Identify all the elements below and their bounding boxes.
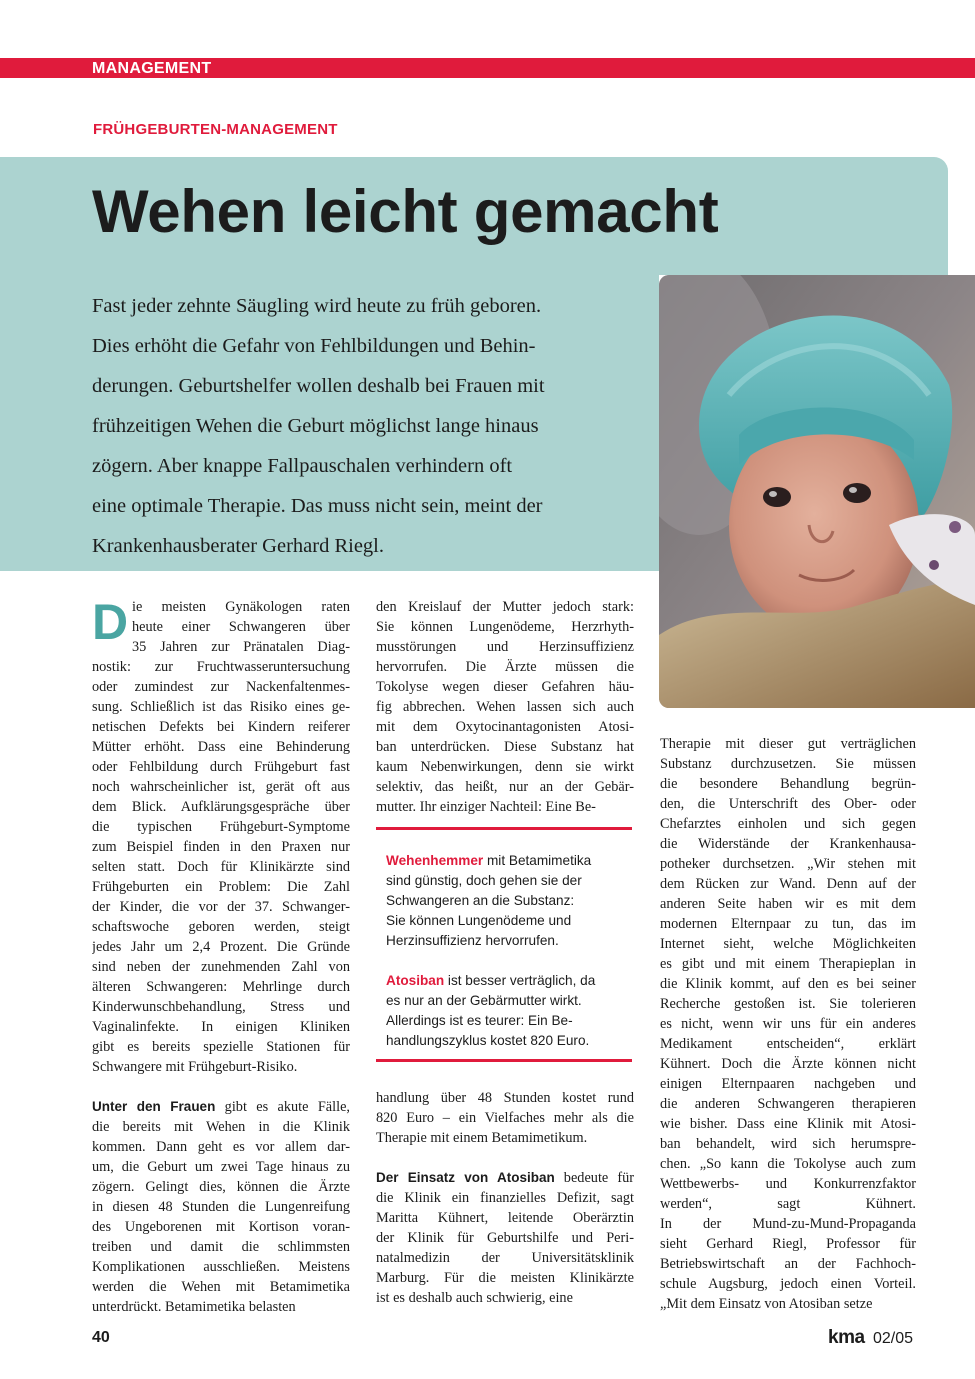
page-number: 40 — [92, 1329, 110, 1346]
body-line: sung. Schließlich ist das Risiko eines ge- — [92, 699, 350, 715]
infobox-top-rule — [376, 827, 632, 830]
infobox-highlight: Wehenhemmer — [386, 853, 484, 868]
body-line: chen. „So kann die Tokolyse auch zum — [660, 1156, 916, 1172]
body-line: schaftswoche geboren werden, steigt — [92, 919, 350, 935]
article-column-1 — [92, 594, 350, 1317]
body-line: handlung über 48 Stunden kostet rund — [376, 1090, 634, 1106]
body-line: noch wahrscheinlicher ist, gerät oft aus — [92, 779, 350, 795]
body-line: sind neben der zunehmenden Zahl von — [92, 959, 350, 975]
body-line: dem Blick. Aufklärungsgespräche über — [92, 799, 350, 815]
body-line: Substanz durchzusetzen. Sie müssen — [660, 756, 916, 772]
body-line: ban unterdrücken. Diese Substanz hat — [376, 739, 634, 755]
body-line: der Kinder, die vor der 37. Schwanger- — [92, 899, 350, 915]
body-line: modernen Elternpaar zu tun, das im — [660, 916, 916, 932]
body-line: kaum Nebenwirkungen, denn sie wirkt — [376, 759, 634, 775]
body-text: bedeute für — [554, 1170, 634, 1186]
issue-number: 02/05 — [873, 1330, 914, 1347]
infobox-line — [386, 851, 626, 871]
body-line: „Mit dem Einsatz von Atosiban setze — [660, 1296, 873, 1312]
body-line: mutter. Ihr einziger Nachteil: Eine Be- — [376, 799, 596, 815]
body-line: hervorrufen. Die Ärzte müssen die — [376, 659, 634, 675]
infobox-line: Herzinsuffizienz hervorrufen. — [386, 933, 559, 948]
infobox-gap — [386, 951, 626, 971]
body-line: treiben und damit die schlimmsten — [92, 1239, 350, 1255]
body-line: Frühgeburten ein Problem: Die Zahl — [92, 879, 350, 895]
lead-line: frühzeitigen Wehen die Geburt möglichst lange hinaus — [92, 415, 539, 437]
body-line: Kühnert. Doch die Ärzte können nicht — [660, 1056, 916, 1072]
infobox-text: mit Betamimetika — [483, 853, 592, 868]
lead-line: Fast jeder zehnte Säugling wird heute zu früh geboren. — [92, 295, 542, 317]
body-line: Internet sieht, welche Möglichkeiten — [660, 936, 916, 952]
lead-line: eine optimale Therapie. Das muss nicht sein, meint der — [92, 495, 543, 517]
body-line: in diesen 48 Stunden die Lungenreifung — [92, 1199, 350, 1215]
body-line: ist es deshalb auch schwierig, eine — [376, 1290, 573, 1306]
body-line: des Ungeborenen mit Kortison voran- — [92, 1219, 350, 1235]
body-line: die Widerstände der Krankenhausa- — [660, 836, 916, 852]
body-line: es gibt und mit einem Therapieplan in — [660, 956, 916, 972]
body-line: es nicht, wenn wir uns für ein anderes — [660, 1016, 916, 1032]
body-line: oder zumindest zur Nackenfaltenmes- — [92, 679, 350, 695]
infobox-line: Sie können Lungenödeme und — [386, 913, 572, 928]
subhead-line — [376, 1168, 634, 1188]
body-line: älteren Schwangeren: Mehrlinge durch — [92, 979, 350, 995]
body-line: Maritta Kühnert, leitende Oberärztin — [376, 1210, 634, 1226]
body-line: werden die Wehen mit Betamimetika — [92, 1279, 350, 1295]
body-line: die Klinik kommt, auf den es bei seiner — [660, 976, 916, 992]
body-line: die besondere Behandlung begrün- — [660, 776, 916, 792]
body-line: gibt es bereits spezielle Stationen für — [92, 1039, 350, 1055]
body-line: Schwangere mit Frühgeburt-Risiko. — [92, 1059, 298, 1075]
body-line: netischen Defekts bei Kindern reiferer — [92, 719, 350, 735]
subhead: Unter den Frauen — [92, 1099, 216, 1114]
infobox-line — [386, 971, 626, 991]
article-column-2 — [376, 597, 634, 817]
body-line: die anderen Schwangeren therapieren — [660, 1096, 916, 1112]
subhead: Der Einsatz von Atosiban — [376, 1170, 555, 1185]
body-line: nostik: zur Fruchtwasseruntersuchung — [92, 659, 350, 675]
body-line: ban behandelt, wird sich herumspre- — [660, 1136, 916, 1152]
body-line: Wettbewerbs- und Konkurrenzfaktor — [660, 1176, 916, 1192]
infobox-line: Allerdings ist es teurer: Ein Be- — [386, 1013, 573, 1028]
kicker: FRÜHGEBURTEN-MANAGEMENT — [93, 121, 338, 138]
body-line: mit dem Oxytocinantagonisten Atosi- — [376, 719, 634, 735]
lead-line: zögern. Aber knappe Fallpauschalen verhindern oft — [92, 455, 513, 477]
body-line: selten statt. Doch für Klinikärzte sind — [92, 859, 350, 875]
article-column-3 — [660, 734, 916, 1314]
body-line: die bereits mit Wehen in die Klinik — [92, 1119, 350, 1135]
infobox-line: Schwangeren an die Substanz: — [386, 893, 575, 908]
infobox-bottom-rule — [376, 1059, 632, 1062]
body-line: Therapie mit einem Betamimetikum. — [376, 1130, 588, 1146]
body-line: 35 Jahren zur Pränatalen Diag- — [132, 639, 350, 655]
body-line: Medikament entscheiden“, erklärt — [660, 1036, 916, 1052]
lead-paragraph — [92, 286, 652, 566]
body-line: Betriebswirtschaft an der Fachhoch- — [660, 1256, 916, 1272]
body-line: kommen. Dann geht es vor allem dar- — [92, 1139, 350, 1155]
body-text: gibt es akute Fälle, — [215, 1099, 350, 1115]
body-line: Kinderwunschbehandlung, Stress und — [92, 999, 350, 1015]
body-line: selektiv, das heißt, nur an der Gebär- — [376, 779, 634, 795]
body-line: 820 Euro – ein Vielfaches mehr als die — [376, 1110, 634, 1126]
body-line: Therapie mit dieser gut verträglichen — [660, 736, 916, 752]
body-line: Mütter erhöht. Dass eine Behinderung — [92, 739, 350, 755]
body-line: einigen Elternpaaren nachgeben und — [660, 1076, 916, 1092]
baby-photo — [659, 275, 975, 708]
body-line: dem Rücken zur Wand. Denn auf der — [660, 876, 916, 892]
body-line: musstörungen und Herzinsuffizienz — [376, 639, 634, 655]
body-line: unterdrückt. Betamimetika belasten — [92, 1299, 296, 1315]
body-line: anderen Seite haben wir es mit dem — [660, 896, 916, 912]
body-line: fig abbrechen. Wehen lassen sich auch — [376, 699, 634, 715]
body-line: ie meisten Gynäkologen raten — [132, 599, 350, 615]
drop-cap: D — [92, 594, 129, 650]
body-line: Sie können Lungenödeme, Herzrhyth- — [376, 619, 634, 635]
body-line: die Klinik ein finanzielles Defizit, sagt — [376, 1190, 634, 1206]
body-line: Recherche gestoßen ist. Sie tolerieren — [660, 996, 916, 1012]
body-line: zögern. Gelingt dies, können die Ärzte — [92, 1179, 350, 1195]
body-line: wie bisher. Dass eine Klinik mit Atosi- — [660, 1116, 916, 1132]
body-line: heute einer Schwangeren über — [132, 619, 350, 635]
body-line: den, die Unterschrift des Ober- oder — [660, 796, 916, 812]
body-line: In der Mund-zu-Mund-Propaganda — [660, 1216, 916, 1232]
infobox-line: sind günstig, doch gehen sie der — [386, 873, 582, 888]
lead-line: Krankenhausberater Gerhard Riegl. — [92, 535, 384, 557]
paragraph-gap — [92, 1077, 350, 1097]
body-line: potheker durchsetzen. „Wir stehen mit — [660, 856, 916, 872]
body-line: werden“, sagt Kühnert. — [660, 1196, 916, 1212]
infobox-line: es nur an der Gebärmutter wirkt. — [386, 993, 582, 1008]
infobox — [386, 851, 626, 1051]
body-line: zum Beispiel finden in den Praxen nur — [92, 839, 350, 855]
body-line: jedes Jahr um 2,4 Prozent. Die Gründe — [92, 939, 350, 955]
infobox-highlight: Atosiban — [386, 973, 445, 988]
body-line: um, die Geburt um zwei Tage hinaus zu — [92, 1159, 350, 1175]
body-line: Marburg. Für die meisten Klinikärzte — [376, 1270, 634, 1286]
body-line: Vaginalinfekte. In einigen Kliniken — [92, 1019, 350, 1035]
body-line: Tokolyse wegen dieser Gefahren häu- — [376, 679, 634, 695]
body-line: oder Fehlbildung durch Frühgeburt fast — [92, 759, 350, 775]
article-column-2-continued — [376, 1088, 634, 1308]
body-line: den Kreislauf der Mutter jedoch stark: — [376, 599, 634, 615]
lead-line: Dies erhöht die Gefahr von Fehlbildungen und Behin- — [92, 335, 536, 357]
paragraph-gap — [376, 1148, 634, 1168]
subhead-line — [92, 1097, 350, 1117]
body-line: sieht Gerhard Riegl, Professor für — [660, 1236, 916, 1252]
body-line: natalmedizin der Universitätsklinik — [376, 1250, 634, 1266]
body-line: der Klinik für Geburtshilfe und Peri- — [376, 1230, 634, 1246]
body-line: Chefarztes einholen und sich gegen — [660, 816, 916, 832]
page-title: Wehen leicht gemacht — [92, 178, 719, 245]
body-line: schule Augsburg, jedoch einen Vorteil. — [660, 1276, 916, 1292]
infobox-text: ist besser verträglich, da — [444, 973, 596, 988]
body-line: die typischen Frühgeburt-Symptome — [92, 819, 350, 835]
lead-line: derungen. Geburtshelfer wollen deshalb bei Frauen mit — [92, 375, 545, 397]
body-line: Komplikationen ausschließen. Meistens — [92, 1259, 350, 1275]
magazine-logo: kma — [828, 1327, 865, 1348]
section-label: MANAGEMENT — [92, 60, 212, 77]
infobox-line: handlungszyklus kostet 820 Euro. — [386, 1033, 590, 1048]
